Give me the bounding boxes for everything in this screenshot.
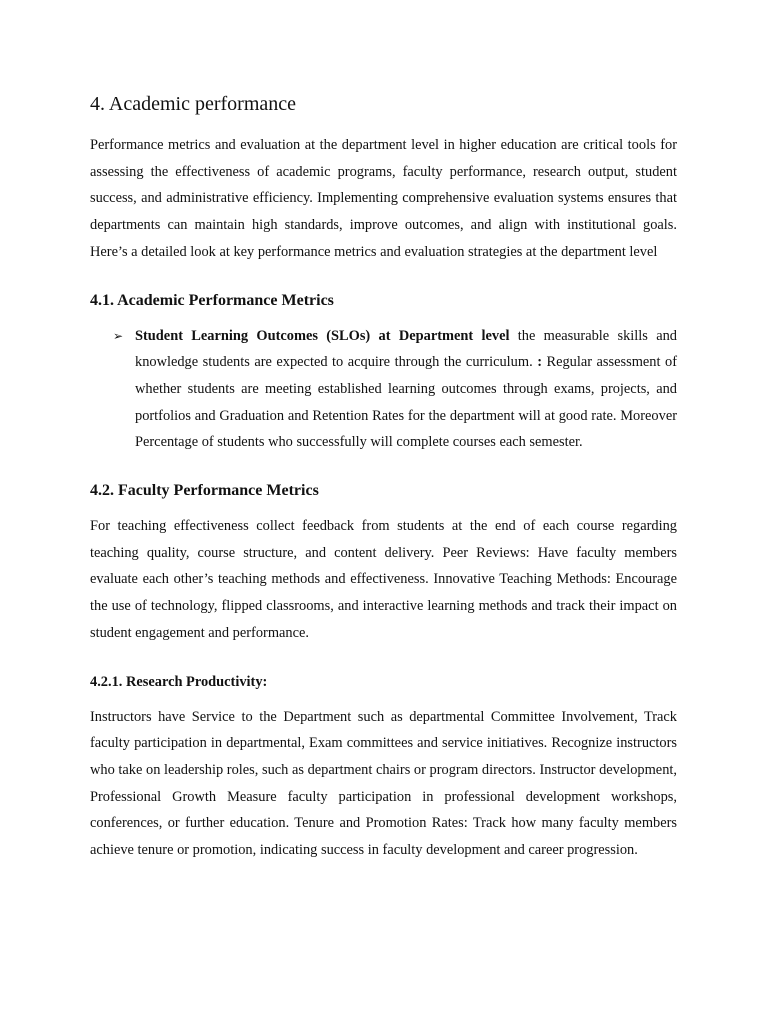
bullet-paragraph <box>135 323 677 457</box>
subsection-heading-4-2: 4.2. Faculty Performance Metrics <box>90 482 319 500</box>
arrow-bullet-icon: ➢ <box>113 328 124 343</box>
subsection-heading-4-2-1: 4.2.1. Research Productivity: <box>90 673 268 690</box>
subsection-heading-4-1: 4.1. Academic Performance Metrics <box>90 291 334 309</box>
intro-paragraph: Performance metrics and evaluation at the department level in higher education are critical tools for assessing the effectiveness of academic programs, faculty performance, research output, student success, and administrative efficiency. Implementing comprehensive evaluation systems ensures that departments can maintain high standards, improve outcomes, and align with institutional goals. Here’s a detailed look at key performance metrics and evaluation strategies at the department level <box>90 137 677 260</box>
faculty-paragraph: For teaching effectiveness collect feedback from students at the end of each course regarding teaching quality, course structure, and content delivery. Peer Reviews: Have faculty members evaluate each other’s teaching methods and effectiveness. Innovative Teaching Methods: Encourage the use of technology, flipped classrooms, and interactive learning methods and track their impact on student engagement and performance. <box>90 518 677 641</box>
section-heading: 4. Academic performance <box>90 93 297 115</box>
bullet-text-part-2: Regular assessment of whether students are meeting established learning outcomes through exams, projects, and portfolios and Graduation and Retention Rates for the department will at good rate. Moreover Percentage of students who successfully will complete courses each semester. <box>135 354 677 451</box>
research-paragraph: Instructors have Service to the Department such as departmental Committee Involvement, Track faculty participation in departmental, Exam committees and service initiatives. Recognize instructors who take on leadership roles, such as department chairs or program directors. Instructor development, Professional Growth Measure faculty participation in professional development workshops, conferences, or further education. Tenure and Promotion Rates: Track how many faculty members achieve tenure or promotion, indicating success in faculty development and career progression. <box>90 708 677 859</box>
bullet-item-slos <box>90 323 677 457</box>
bullet-colon: : <box>537 354 542 371</box>
bullet-text-part-1: the measurable skills and knowledge students are expected to acquire through the curriculum. <box>135 327 677 371</box>
document-page <box>90 90 677 864</box>
bullet-bold-lead: Student Learning Outcomes (SLOs) at Department level <box>135 327 510 344</box>
